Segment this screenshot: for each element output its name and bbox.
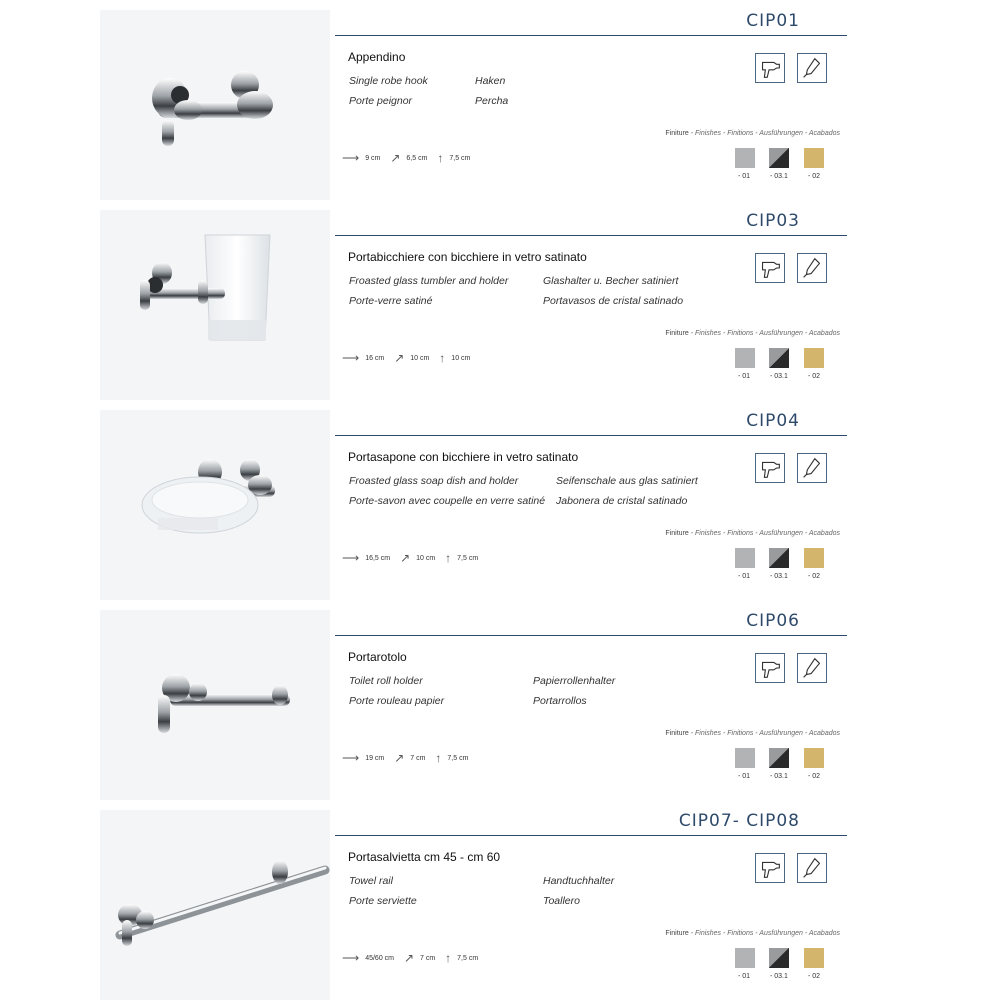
translation-de: Glashalter u. Becher satiniert xyxy=(543,275,679,287)
drill-icon xyxy=(755,53,785,83)
dimension-height: 10 cm xyxy=(451,354,471,362)
dimension-depth: 10 cm xyxy=(410,354,430,362)
section-divider xyxy=(335,35,847,36)
finish-swatch-black-chrome xyxy=(769,748,789,768)
drill-icon xyxy=(755,853,785,883)
drill-icon xyxy=(755,653,785,683)
product-section xyxy=(0,605,1000,805)
product-code: CIP06 xyxy=(746,611,800,631)
glue-tube-icon xyxy=(797,653,827,683)
width-arrow-icon: ⟶ xyxy=(342,351,360,365)
dimension-width: 19 cm xyxy=(365,754,385,762)
depth-arrow-icon: ↗ xyxy=(394,351,405,365)
dimension-height: 7,5 cm xyxy=(457,954,479,962)
finish-code: - 02 xyxy=(808,373,821,380)
dimension-depth: 7 cm xyxy=(420,954,436,962)
section-divider xyxy=(335,635,847,636)
finishes-label-it: Finiture xyxy=(665,330,689,337)
width-arrow-icon: ⟶ xyxy=(342,151,360,165)
finishes-label-translations: - Finishes - Finitions - Ausführungen - Acabados xyxy=(690,930,840,937)
finish-swatch-black-chrome xyxy=(769,148,789,168)
dimension-depth: 6,5 cm xyxy=(406,154,428,162)
finishes-label xyxy=(665,530,840,537)
finish-code: - 03.1 xyxy=(770,573,788,580)
dimension-width: 9 cm xyxy=(365,154,381,162)
translation-de: Handtuchhalter xyxy=(543,875,615,887)
dimension-height: 7,5 cm xyxy=(449,154,471,162)
finish-code: - 01 xyxy=(738,373,751,380)
finish-code: - 01 xyxy=(738,773,751,780)
finish-swatch-chrome xyxy=(735,548,755,568)
section-divider xyxy=(335,435,847,436)
translation-fr: Porte-verre satiné xyxy=(349,295,433,307)
dimension-height: 7,5 cm xyxy=(457,554,479,562)
finishes-label-translations: - Finishes - Finitions - Ausführungen - Acabados xyxy=(690,330,840,337)
height-arrow-icon: ↑ xyxy=(437,151,444,165)
glue-tube-icon xyxy=(797,53,827,83)
translation-es: Jabonera de cristal satinado xyxy=(556,495,688,507)
finish-code: - 01 xyxy=(738,973,751,980)
depth-arrow-icon: ↗ xyxy=(394,751,405,765)
dimension-depth: 7 cm xyxy=(410,754,426,762)
finishes-label-it: Finiture xyxy=(665,730,689,737)
translation-fr: Porte peignor xyxy=(349,95,413,107)
product-section xyxy=(0,405,1000,605)
product-code: CIP04 xyxy=(746,411,800,431)
finish-code: - 01 xyxy=(738,573,751,580)
height-arrow-icon: ↑ xyxy=(445,551,452,565)
product-name: Portasalvietta cm 45 - cm 60 xyxy=(348,850,501,864)
product-section xyxy=(0,5,1000,205)
drill-icon xyxy=(755,453,785,483)
finish-swatch-gold xyxy=(804,148,824,168)
dimensions xyxy=(342,551,486,565)
finish-code: - 02 xyxy=(808,773,821,780)
height-arrow-icon: ↑ xyxy=(445,951,452,965)
translation-fr: Porte rouleau papier xyxy=(349,695,445,707)
finishes-label xyxy=(665,330,840,337)
product-name: Portarotolo xyxy=(348,650,407,664)
finish-swatch-black-chrome xyxy=(769,548,789,568)
section-divider xyxy=(335,235,847,236)
translation-en: Froasted glass soap dish and holder xyxy=(349,475,519,487)
section-divider xyxy=(335,835,847,836)
glue-tube-icon xyxy=(797,253,827,283)
translation-de: Papierrollenhalter xyxy=(533,675,616,687)
dimensions xyxy=(342,351,478,365)
dimension-height: 7,5 cm xyxy=(447,754,469,762)
product-code: CIP07- CIP08 xyxy=(678,811,800,831)
finish-swatch-gold xyxy=(804,948,824,968)
depth-arrow-icon: ↗ xyxy=(400,551,411,565)
product-image-robe-hook xyxy=(100,10,330,200)
drill-icon xyxy=(755,253,785,283)
dimension-width: 16 cm xyxy=(365,354,385,362)
product-code: CIP01 xyxy=(746,11,800,31)
translation-es: Portarrollos xyxy=(533,695,587,707)
translation-de: Seifenschale aus glas satiniert xyxy=(556,475,698,487)
finish-swatch-chrome xyxy=(735,348,755,368)
finish-swatch-black-chrome xyxy=(769,948,789,968)
dimension-width: 16,5 cm xyxy=(365,554,391,562)
product-name: Portasapone con bicchiere in vetro satinato xyxy=(348,450,579,464)
finishes-label-it: Finiture xyxy=(665,130,689,137)
translation-en: Toilet roll holder xyxy=(349,675,423,687)
finish-code: - 03.1 xyxy=(770,373,788,380)
product-image-tumbler-holder xyxy=(100,210,330,400)
finish-code: - 03.1 xyxy=(770,173,788,180)
width-arrow-icon: ⟶ xyxy=(342,751,360,765)
translation-en: Single robe hook xyxy=(349,75,428,87)
finish-code: - 01 xyxy=(738,173,751,180)
finishes-label xyxy=(665,930,840,937)
finish-swatch-gold xyxy=(804,748,824,768)
finishes-label-translations: - Finishes - Finitions - Ausführungen - Acabados xyxy=(690,530,840,537)
translation-fr: Porte serviette xyxy=(349,895,417,907)
translation-fr: Porte-savon avec coupelle en verre satiné xyxy=(349,495,546,507)
width-arrow-icon: ⟶ xyxy=(342,551,360,565)
translation-de: Haken xyxy=(475,75,506,87)
finish-swatch-chrome xyxy=(735,948,755,968)
finishes-label-it: Finiture xyxy=(665,530,689,537)
product-image-towel-rail xyxy=(100,810,330,1000)
finish-code: - 02 xyxy=(808,173,821,180)
translation-es: Toallero xyxy=(543,895,580,907)
translation-es: Portavasos de cristal satinado xyxy=(543,295,684,307)
finish-swatch-gold xyxy=(804,348,824,368)
finish-swatch-gold xyxy=(804,548,824,568)
product-section xyxy=(0,205,1000,405)
finishes-label xyxy=(665,730,840,737)
translation-es: Percha xyxy=(475,95,509,107)
translation-en: Towel rail xyxy=(349,875,393,887)
height-arrow-icon: ↑ xyxy=(439,351,446,365)
finish-code: - 03.1 xyxy=(770,773,788,780)
product-image-toilet-roll-holder xyxy=(100,610,330,800)
product-image-soap-dish xyxy=(100,410,330,600)
product-name: Portabicchiere con bicchiere in vetro satinato xyxy=(348,250,587,264)
height-arrow-icon: ↑ xyxy=(435,751,442,765)
depth-arrow-icon: ↗ xyxy=(390,151,401,165)
dimensions xyxy=(342,151,478,165)
glue-tube-icon xyxy=(797,453,827,483)
finishes-label-it: Finiture xyxy=(665,930,689,937)
dimension-width: 45/60 cm xyxy=(365,954,394,962)
finish-swatch-chrome xyxy=(735,748,755,768)
finish-swatch-chrome xyxy=(735,148,755,168)
finishes-label xyxy=(665,130,840,137)
dimension-depth: 10 cm xyxy=(416,554,436,562)
depth-arrow-icon: ↗ xyxy=(403,951,415,965)
glue-tube-icon xyxy=(797,853,827,883)
translation-en: Froasted glass tumbler and holder xyxy=(349,275,509,287)
finish-code: - 02 xyxy=(808,973,821,980)
dimensions xyxy=(342,951,486,965)
product-name: Appendino xyxy=(348,50,406,64)
dimensions xyxy=(342,751,476,765)
finishes-label-translations: - Finishes - Finitions - Ausführungen - Acabados xyxy=(690,130,840,137)
finish-swatch-black-chrome xyxy=(769,348,789,368)
finish-code: - 03.1 xyxy=(770,973,788,980)
product-section xyxy=(0,805,1000,1005)
product-code: CIP03 xyxy=(746,211,800,231)
finish-code: - 02 xyxy=(808,573,821,580)
finishes-label-translations: - Finishes - Finitions - Ausführungen - Acabados xyxy=(690,730,840,737)
width-arrow-icon: ⟶ xyxy=(342,951,360,965)
